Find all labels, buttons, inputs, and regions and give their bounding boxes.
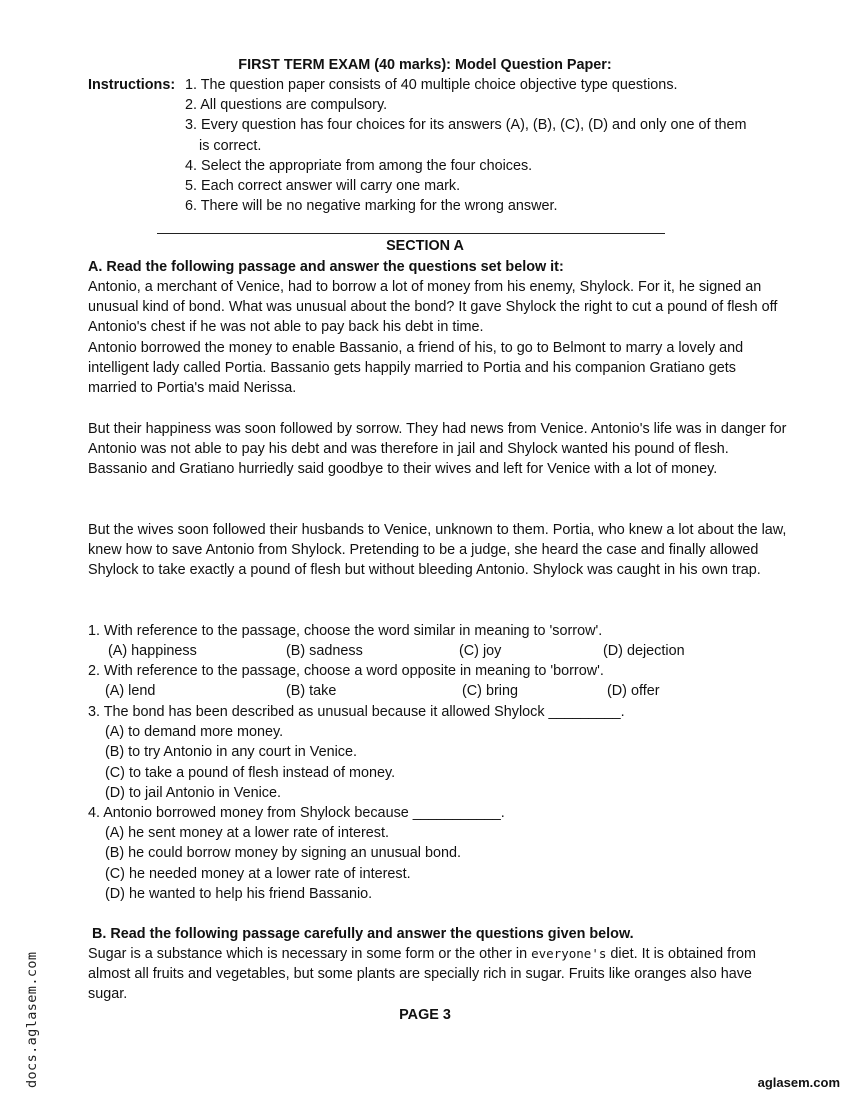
instruction-item-continuation: is correct. — [199, 137, 262, 154]
part-b-heading: B. Read the following passage carefully and answer the questions given below. — [92, 926, 634, 942]
passage-paragraph: But their happiness was soon followed by sorrow. They had news from Venice. Antonio's life was in danger for Antonio was not able to pay his debt and was therefore in jail and Shylock wanted his pound of flesh. Bassanio and Gratiano hurriedly said goodbye to their wives and left for Venice with a lot of money. — [88, 421, 787, 478]
divider-line — [157, 233, 665, 234]
instruction-item: 3. Every question has four choices for its answers (A), (B), (C), (D) and only one of them — [185, 117, 747, 134]
instruction-item: 6. There will be no negative marking for the wrong answer. — [185, 198, 558, 215]
passage-b-paragraph — [88, 944, 788, 1005]
part-a-heading: A. Read the following passage and answer the questions set below it: — [88, 259, 564, 275]
instruction-item: 5. Each correct answer will carry one mark. — [185, 178, 461, 195]
question-1-text: 1. With reference to the passage, choose the word similar in meaning to 'sorrow'. — [88, 623, 603, 639]
question-3-option-a: (A) to demand more money. — [105, 724, 284, 741]
question-1-option-b: (B) sadness — [286, 643, 363, 659]
question-2-option-a: (A) lend — [105, 683, 156, 699]
question-4-text: 4. Antonio borrowed money from Shylock because ___________. — [88, 805, 505, 821]
page-number: PAGE 3 — [399, 1007, 451, 1023]
question-2-option-c: (C) bring — [462, 683, 518, 699]
question-3-option-b: (B) to try Antonio in any court in Venice. — [105, 744, 357, 761]
corner-watermark: aglasem.com — [757, 1075, 840, 1090]
question-4-option-d: (D) he wanted to help his friend Bassanio. — [105, 885, 373, 902]
question-2-option-b: (B) take — [286, 683, 337, 699]
question-2-text: 2. With reference to the passage, choose a word opposite in meaning to 'borrow'. — [88, 663, 604, 679]
question-4-option-b: (B) he could borrow money by signing an unusual bond. — [105, 845, 461, 862]
question-4-option-a: (A) he sent money at a lower rate of interest. — [105, 825, 389, 842]
passage-b-text-end: diet. It is obtained from almost all fruits and vegetables, but some plants are specially rich in sugar. Fruits like oranges also have sugar. — [88, 946, 756, 1003]
question-1-option-d: (D) dejection — [603, 643, 685, 659]
question-1-option-a: (A) happiness — [108, 643, 197, 659]
question-2-option-d: (D) offer — [607, 683, 660, 699]
question-3 — [88, 702, 788, 803]
passage-paragraph: Antonio borrowed the money to enable Bassanio, a friend of his, to go to Belmont to marry a lovely and intelligent lady called Portia. Bassanio gets happily married to Portia and his companion Gratiano gets married to Portia's maid Nerissa. — [88, 340, 744, 397]
question-4 — [88, 803, 788, 904]
question-3-option-d: (D) to jail Antonio in Venice. — [105, 784, 281, 801]
side-watermark: docs.aglasem.com — [24, 951, 40, 1088]
exam-title: FIRST TERM EXAM (40 marks): Model Question Paper: — [238, 57, 612, 73]
instructions-list — [185, 75, 795, 216]
question-3-option-c: (C) to take a pound of flesh instead of money. — [105, 764, 396, 781]
instruction-item: 2. All questions are compulsory. — [185, 97, 388, 114]
section-heading: SECTION A — [386, 238, 464, 254]
instructions-label: Instructions: — [88, 77, 176, 93]
passage-b-mono-word: everyone's — [531, 946, 607, 961]
passage-b-text-start: Sugar is a substance which is necessary in some form or the other in — [88, 946, 532, 962]
instruction-item: 1. The question paper consists of 40 multiple choice objective type questions. — [185, 77, 678, 93]
passage-paragraph: But the wives soon followed their husbands to Venice, unknown to them. Portia, who knew a lot about the law, knew how to save Antonio from Shylock. Pretending to be a judge, she heard the case and finally allowed Shylock to take exactly a pound of flesh but without bleeding Antonio. Shylock was caught in his own trap. — [88, 522, 787, 579]
question-4-option-c: (C) he needed money at a lower rate of interest. — [105, 865, 411, 882]
instruction-item: 4. Select the appropriate from among the four choices. — [185, 157, 533, 174]
question-1-option-c: (C) joy — [459, 643, 502, 659]
passage-paragraph: Antonio, a merchant of Venice, had to borrow a lot of money from his enemy, Shylock. For it, he signed an unusual kind of bond. What was unusual about the bond? It gave Shylock the right to cut a pound of flesh off Antonio's chest if he was not able to pay back his debt in time. — [88, 279, 778, 336]
question-3-text: 3. The bond has been described as unusual because it allowed Shylock _________. — [88, 704, 625, 720]
